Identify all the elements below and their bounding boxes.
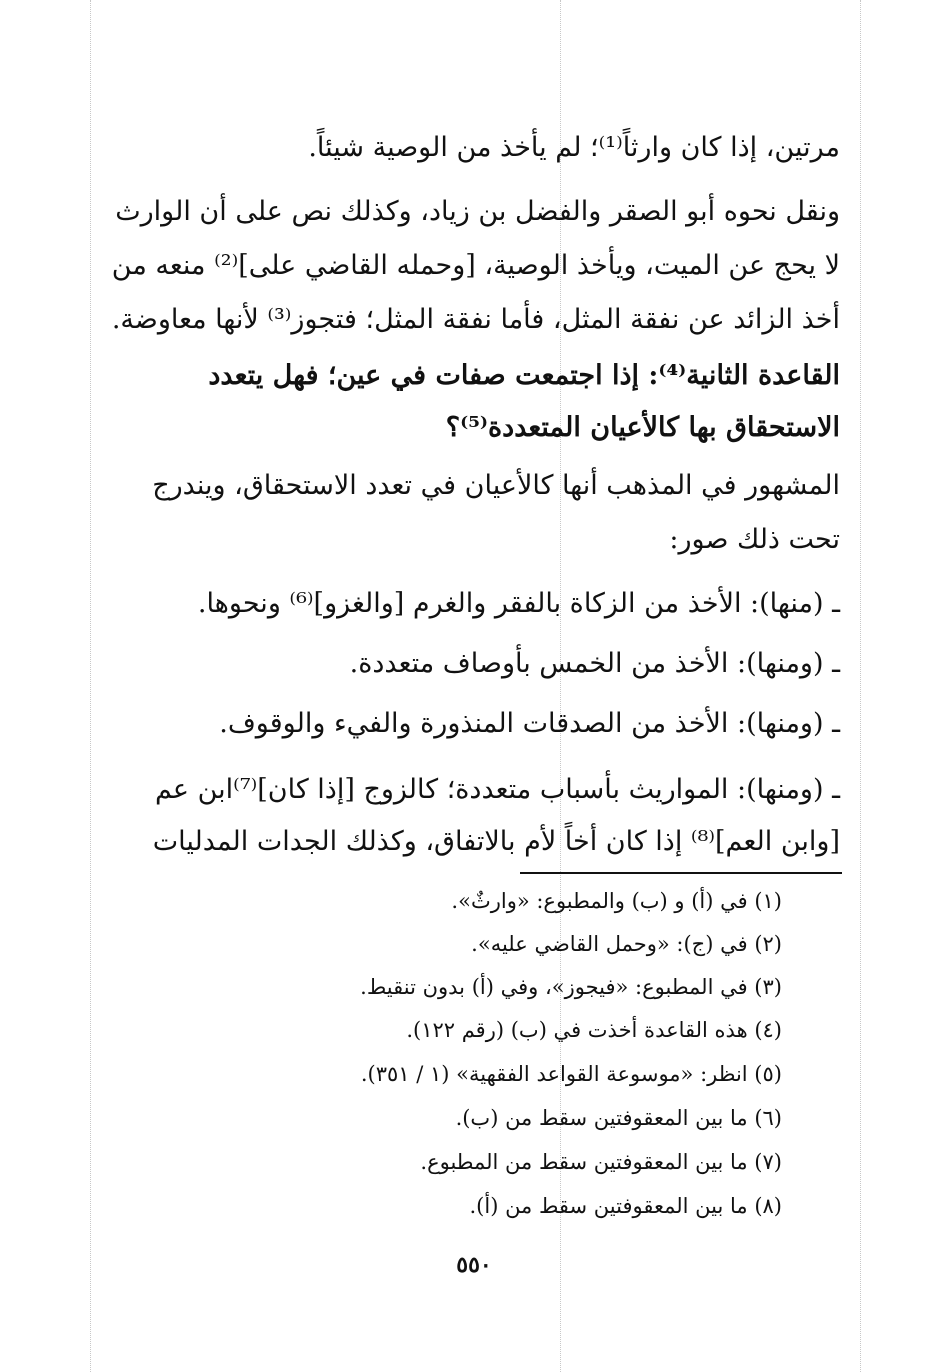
body-line: أخذ الزائد عن نفقة المثل، فأما نفقة المثل؛ فتجوز⁽³⁾ لأنها معاوضة.: [111, 304, 840, 335]
list-item: ـ (ومنها): الأخذ من الصدقات المنذورة والفيء والوقوف.: [219, 708, 840, 739]
footnote: (٦) ما بين المعقوفتين سقط من (ب).: [455, 1106, 782, 1130]
body-line: ونقل نحوه أبو الصقر والفضل بن زياد، وكذلك نص على أن الوارث: [115, 196, 840, 227]
footnote-separator: [520, 872, 842, 874]
rule-heading: القاعدة الثانية⁽⁴⁾: إذا اجتمعت صفات في عين؛ فهل يتعدد: [208, 360, 840, 391]
body-line: تحت ذلك صور:: [669, 524, 840, 555]
list-item: ـ (منها): الأخذ من الزكاة بالفقر والغرم [والغزو]⁽⁶⁾ ونحوها.: [197, 588, 840, 619]
footnote: (٤) هذه القاعدة أخذت في (ب) (رقم ١٢٢).: [406, 1018, 782, 1042]
footnote: (١) في (أ) و (ب) والمطبوع: «وارثٌ».: [451, 889, 782, 913]
list-item: ـ (ومنها): الأخذ من الخمس بأوصاف متعددة.: [349, 648, 840, 679]
list-item: ـ (ومنها): المواريث بأسباب متعددة؛ كالزوج [إذا كان]⁽⁷⁾ابن عم: [154, 774, 840, 805]
footnote: (٨) ما بين المعقوفتين سقط من (أ).: [469, 1194, 782, 1218]
body-line: مرتين، إذا كان وارثاً⁽¹⁾؛ لم يأخذ من الوصية شيئاً.: [308, 132, 840, 163]
footnote: (٥) انظر: «موسوعة القواعد الفقهية» (١ / ٣٥١).: [360, 1062, 782, 1086]
scan-guide-line: [860, 0, 861, 1372]
body-line: لا يحج عن الميت، ويأخذ الوصية، [وحمله القاضي على]⁽²⁾ منعه من: [111, 250, 840, 281]
scan-guide-line: [90, 0, 91, 1372]
rule-heading: الاستحقاق بها كالأعيان المتعددة⁽⁵⁾؟: [445, 412, 840, 443]
main-text: [110, 0, 840, 860]
body-line: المشهور في المذهب أنها كالأعيان في تعدد الاستحقاق، ويندرج: [152, 470, 840, 501]
page-number: ٥٥٠: [456, 1252, 492, 1278]
footnote: (٣) في المطبوع: «فيجوز»، وفي (أ) بدون تنقيط.: [360, 975, 782, 999]
body-line: [وابن العم]⁽⁸⁾ إذا كان أخاً لأم بالاتفاق، وكذلك الجدات المدليات: [152, 826, 840, 857]
footnote: (٧) ما بين المعقوفتين سقط من المطبوع.: [420, 1150, 782, 1174]
footnote: (٢) في (ج): «وحمل القاضي عليه».: [471, 932, 782, 956]
